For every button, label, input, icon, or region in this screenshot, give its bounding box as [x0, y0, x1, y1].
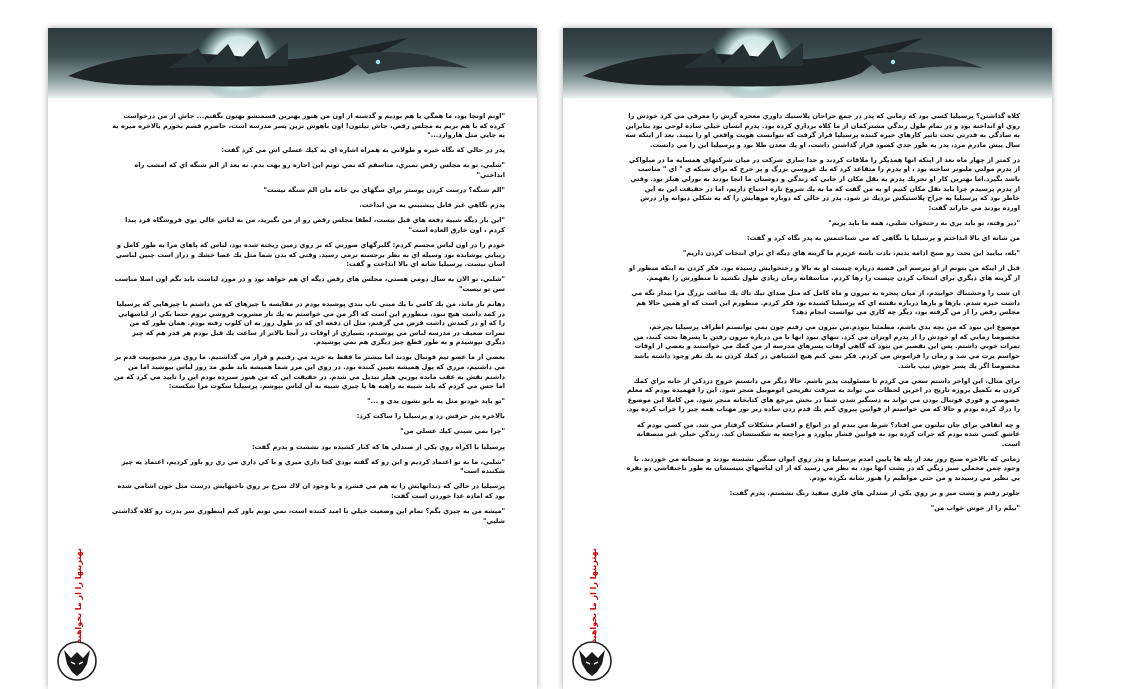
- dragon-art: [48, 28, 537, 98]
- dragon-art: [563, 28, 1052, 98]
- paragraph: بالاخره پدر حرفش زد و پرسيليا را ساكت كرد:: [356, 412, 505, 421]
- dragon-eye: [376, 60, 380, 64]
- paragraph: "شلبي، تو به مجلس رقص نميري، متاسفم كه نمي تونم اين اجازه رو بهت بدم. نه بعد از الم شنگه اي كه امشب راه انداختي": [134, 161, 505, 179]
- paragraph: "الم شنگه؟ درست كردن پوستر براي سگهاي بي خانه مان الم شنگه نيست": [263, 186, 505, 195]
- paragraph: پدرم نگاهي غير قابل پيشبيني به من انداخت.: [359, 201, 505, 210]
- paragraph: ان شب را وحشتناك خوابيدم، از ميان پنجره به بيرون و ماه كامل كه مثل صداي تيك تاك يك ساعت بزرگ مرا بيدار نگه مي داشت خيره شدم. بارها و بارها درباره نقشه اي كه پرسيليا كشيده بود فكر كردم. منظورم اين است كه او همين حالا هم مجلس رقص را از من گرفته بود، ديگر چه كاري مي توانست انجام دهد؟: [631, 288, 1020, 317]
- paragraph: پدر در حالي كه نگاه خيره و طولاني به همراه اشاره اي به كيك عسلي اش مي كرد گفت:: [221, 146, 505, 155]
- paragraph: در كمتر از چهار ماه بعد از اينكه انها همديگر را ملاقات كردند و جدا سازي شركت در ميان شركتهاي همسايه ما در ميلواكي از پدرم مولتي مليونر ساخته بود ، او پدرم را متقاعد كرد كه يك عروسي بزرگ و پر خرج كه براي شبكه ي " اي " مناسب باشد بگيرد.اما بهترين كار او تحريك پدرم به نقل مكان از جايي كه زندگي و دوستان ما انجا بودند به بورلي هيلز بود. وقتي از پدرم پرسيدم چرا بايد نقل مكان كنيم او به من گفت كه ما به يك شروع تازه احتياج داريم، اما در حقيقت اين به اين خاطر بود كه پرسيليا به جراح پلاستيكش نزديك تر شود. پدر در حالي كه دوباره موهايش را كه به شكلي ديوانه وار درش اورده بودند مي خاراند گفت:: [628, 155, 1020, 212]
- paragraph: "دير وقته، تو بايد بري به رختخواب شلبي، همه ما بايد بريم": [828, 218, 1020, 227]
- dragon-head: [348, 52, 468, 74]
- paragraph: قبل از اينكه من بتونم از او بپرسم اين قضيه درباره چيست او به بالا و رختخوابش رسيده بود. فكر كردن به اينكه منظور او از گزينه هاي ديگري براي انتخاب كردن چيست را رها كردم. متاسفانه زمان زيادي طول نكشيد تا منظورش را بفهمم.: [628, 264, 1020, 282]
- paragraph: زماني كه بالاخره صبح روز بعد از پله ها پايين امدم پرسيليا و پدر روي ايوان سنگي نشسته بودند و صبحانه مي خوردند. با وجود چمن مخملي سبز رنگي كه در پشت انها بود، به نظر مي رسيد كه از ان لباسهاي تنيسشان به طور ناخنقاشي دو نفره بي نظير مي رسيدند و من حتي مواظبم را هنوز شانه نكرده بودم.: [626, 454, 1020, 482]
- paragraph: "تو بايد خودتو مثل يه بانو نشون بدي و ...": [367, 397, 505, 406]
- page-right: [563, 28, 1052, 689]
- dragon-eye: [891, 60, 895, 64]
- paragraph: من شانه اي بالا انداختم و پرسيليا با نگاهي كه مي شناختمش به پدر نگاه كرد و گفت:: [746, 234, 1020, 243]
- paragraph: پرسيليا با اكراه روي يكي از صندلي ها كه كنار كشيده بود نشست و پدرم گفت:: [251, 442, 505, 451]
- paragraph: "نيلم را از خوش خواب من": [930, 504, 1020, 513]
- paragraph: پرسيليا در حالي كه دندانهايش را به هم مي فشرد و با وجود ان لاك سرخ بر روي ناخنهايش درست مثل خون اشامي شده بود كه اماده غذا خوردن است گفت:: [117, 482, 505, 500]
- side-caption: بهترينها را از ما بخواهيد: [589, 548, 598, 644]
- paragraph: براي مثال، اين اواخر داشتم سعي مي كردم تا مسئوليت پذير باشم. حالا ديگر مي دانستم خروج دزدكي از خانه براي كمك كردن به تكميل پروژه تاريخ در اخرين لحظات مي تواند به سرقت تفريحي اتوموبيل منجر شود. اين را فهميده بودم كه معلم خصوصي و فوري فوتبال بودن مي تواند به دستگير شدن شما در بخش مرجع هاي كتابخانه منجر شود. من كاملا اين موضوع را درك كرده بودم و حالا كه مي خواستم از قوانين پيروي كنم يك قدم زدن ساده زير نور مهتاب همه چيز را خراب كرده بود.: [626, 376, 1020, 414]
- paragraph: خودم را در اون لباس مجسم كردم: گليرگهاي صورتي كه بر روي زمين ريخته شده بود، لباس كه پاهاي مرا به طور كامل و زيبايي پوشانده بود وسيله اي به نظر برجسته ترمي رسيد. وقتي كه بدن شما مثل يك عصا خشك و دراز است چنين لباسي اسان نيست. پرسيليا شانه اي بالا انداخت و گفت:: [115, 240, 505, 269]
- paragraph: كلاه گذاشتن؟ پرسيليا كسي بود كه زماني كه پدر در جمع جراحان پلاستيك داوري معجزه گرش را معرفي مي كرد خودش را روي او انداخته بود و در تمام طول زندگي مشتركمان از ما كلاه برداري كرده بود. پدرم انسان خيلي ساده لوحي بود بنابراين به سادگي به قدرتي تحت تاثير كارهاي خيره كننده پرسيليا قرار گرفت كه نتوانست هويت واقعي او را ببيند. بعد از اينكه سه سال پيش مادرم مرد، پدر به طور جدي كمبود قرار گذاشتن داشت، او يك معدن طلا بود و پرسيليا اين را مي دانست.: [625, 112, 1020, 149]
- paragraph: جلوتر رفتم و پشت ميز و بر روي يكي از صندلي هاي فلزي سفيد رنگ نشستم. پدرم گفت:: [729, 489, 1020, 498]
- paragraph: "اونم اونجا بود، ما همگي با هم بوديم و گذشته از اون من هنوز بهترين قسمتشو بهتون نگفتم... جاش از من درخواست كرده كه با هم بريم به مجلس رقص، جاش تيلتون! اون باهوش ترين پسر مدرسه است، حاضرم قسم بخورم بالاخره ميره به يه جايي مثل هاروارد...": [112, 112, 505, 140]
- paragraph: بعضي از ما عضو تيم فوتبال بودند اما بيشتر ما فقط به خريد مي رفتيم و قرار مي گذاشتيم. ما روي مرز محبوبيت قدم بر مي داشتيم، مرزي كه پول هميشه تعيين كننده بود. در روي اين مرز شما هميشه بايد طبق مد روز لباس بپوشيد اما من داشتم نقش به عقب مانده بوربي هيلز تبديل مي شدم. در حقيقت اين كه من هنوز سيزده بودم اين را تاييد مي كرد كه من اما حس مي كردم كه بايد شبيه به راهبه ها يا چيزي شبيه به آن لباس بپوشم. پرسيليا سكوت مرا شكست:: [113, 353, 505, 391]
- page-left: [48, 28, 537, 689]
- dragon-head: [863, 52, 983, 74]
- wolf-emblem-icon: [56, 640, 98, 682]
- wolf-emblem-icon: [571, 640, 613, 682]
- banner-image: [563, 28, 1052, 98]
- side-caption: بهترينها را از ما بخواهيد: [74, 548, 83, 644]
- paragraph: "اين بار ديگه شبيه دفعه هاي قبل نيست، لطفا مجلس رقص رو از من نگيريد، من به لباس عالي توي فروشگاه فرد پيدا كردم ، اون خارق العاده است": [125, 216, 505, 234]
- paragraph: دهانم باز ماند، من يك كامي با يك ميني تاپ بندي پوشيده بودم در مقايسه با چيزهاي كه من داشتم با چيزهايي كه پرسيليا در كمد داشت هيچ نبود. منظورم اين است كه اگر من مي خواستم به يك بار مشروب فروشي بروم حتما يكي از لباسهايي را كه او در كمدش داشت قرض مي گرفتم، مثل ان دفعه اي كه در طول روز به ان كلوپ رفته بودم. همان طور كه من تمرات ضعيف در مدرسه لباس مي پوشيدم، بسياري از اوقات در آنجا بالاتر از ساعت يك قبل بودم هر قدر هم كه چيز ديگري نپوشيدم و به طور قطع چيز ديگري هم نمي پوشيدم.: [116, 299, 505, 347]
- paragraph: "ميشه من يه چيزي بگم؟ تمام اين وضعيت خيلي نا اميد كننده است، نمي تونم باور كنم اينطوري سر پدرت رو كلاه گذاشتي شلبي": [111, 507, 505, 525]
- paragraph: "شلبي، ما به تو اعتماد كرديم و اين رو كه گفته بودي كجا داري ميري و با كي داري مي ري رو باور كرديم، اعتماد يه چيز شكننده است": [121, 457, 505, 476]
- paragraph: "چرا نمي شيني كيك عسلي من": [400, 427, 505, 436]
- paragraph: "شلبي، تو الان يه سال دومي هستي، مجلس هاي رقص ديگه اي هم خواهد بود و در مورد لباست بايد بگم اون اصلا مناسب سن تو نيست": [114, 275, 505, 293]
- right-text-block: [625, 112, 1020, 519]
- paragraph: موضوع اين نبود كه من بچه بدي باشم، مطمئنا نبودم.من بيرون مي رفتم چون نمي توانستم اطراف پرسيليا بچرخم، مخصوصا زماني كه او خودش را از پدرم اويزان مي كرد. تنهاي نبود انها با من درباره بيرون رفتن با پسرها بحث كنند، من تمرات خوبي داشتم. پس اين تقصير من نبود كه گاهي اوقات پسرهاي مدرسه از من كمك مي خواستند و بعضي از اوقات حواسم پرت مي شد و زمان را فراموش مي كردم. فكر نمي كنم هيچ اشتباهي در كمك كردن به يك نفر وجود داشته باشد مخصوصا اگر يك پسر خوش تيپ باشد.: [633, 323, 1020, 370]
- left-text-block: [110, 112, 505, 532]
- paragraph: و چه اتفاقي براي جان تيلتون مي افتاد؟ شرط مي بندم او در انواع و اقسام مشكلات گرفتار مي شد. من كسي بودم كه عاشق كسي شده بودم كه جرات كرده بود به قوانين فشار بياورد و مراجعه به شكستشان كند. زندگي خيلي غير منصفانه است.: [636, 420, 1020, 448]
- banner-image: [48, 28, 537, 98]
- paragraph: "بله، بياييد اين بحث رو صبح ادامه بديم، بادت باشه عزيزم ما گزينه هاي ديگه اي براي انتخاب كردن داريم": [682, 249, 1020, 258]
